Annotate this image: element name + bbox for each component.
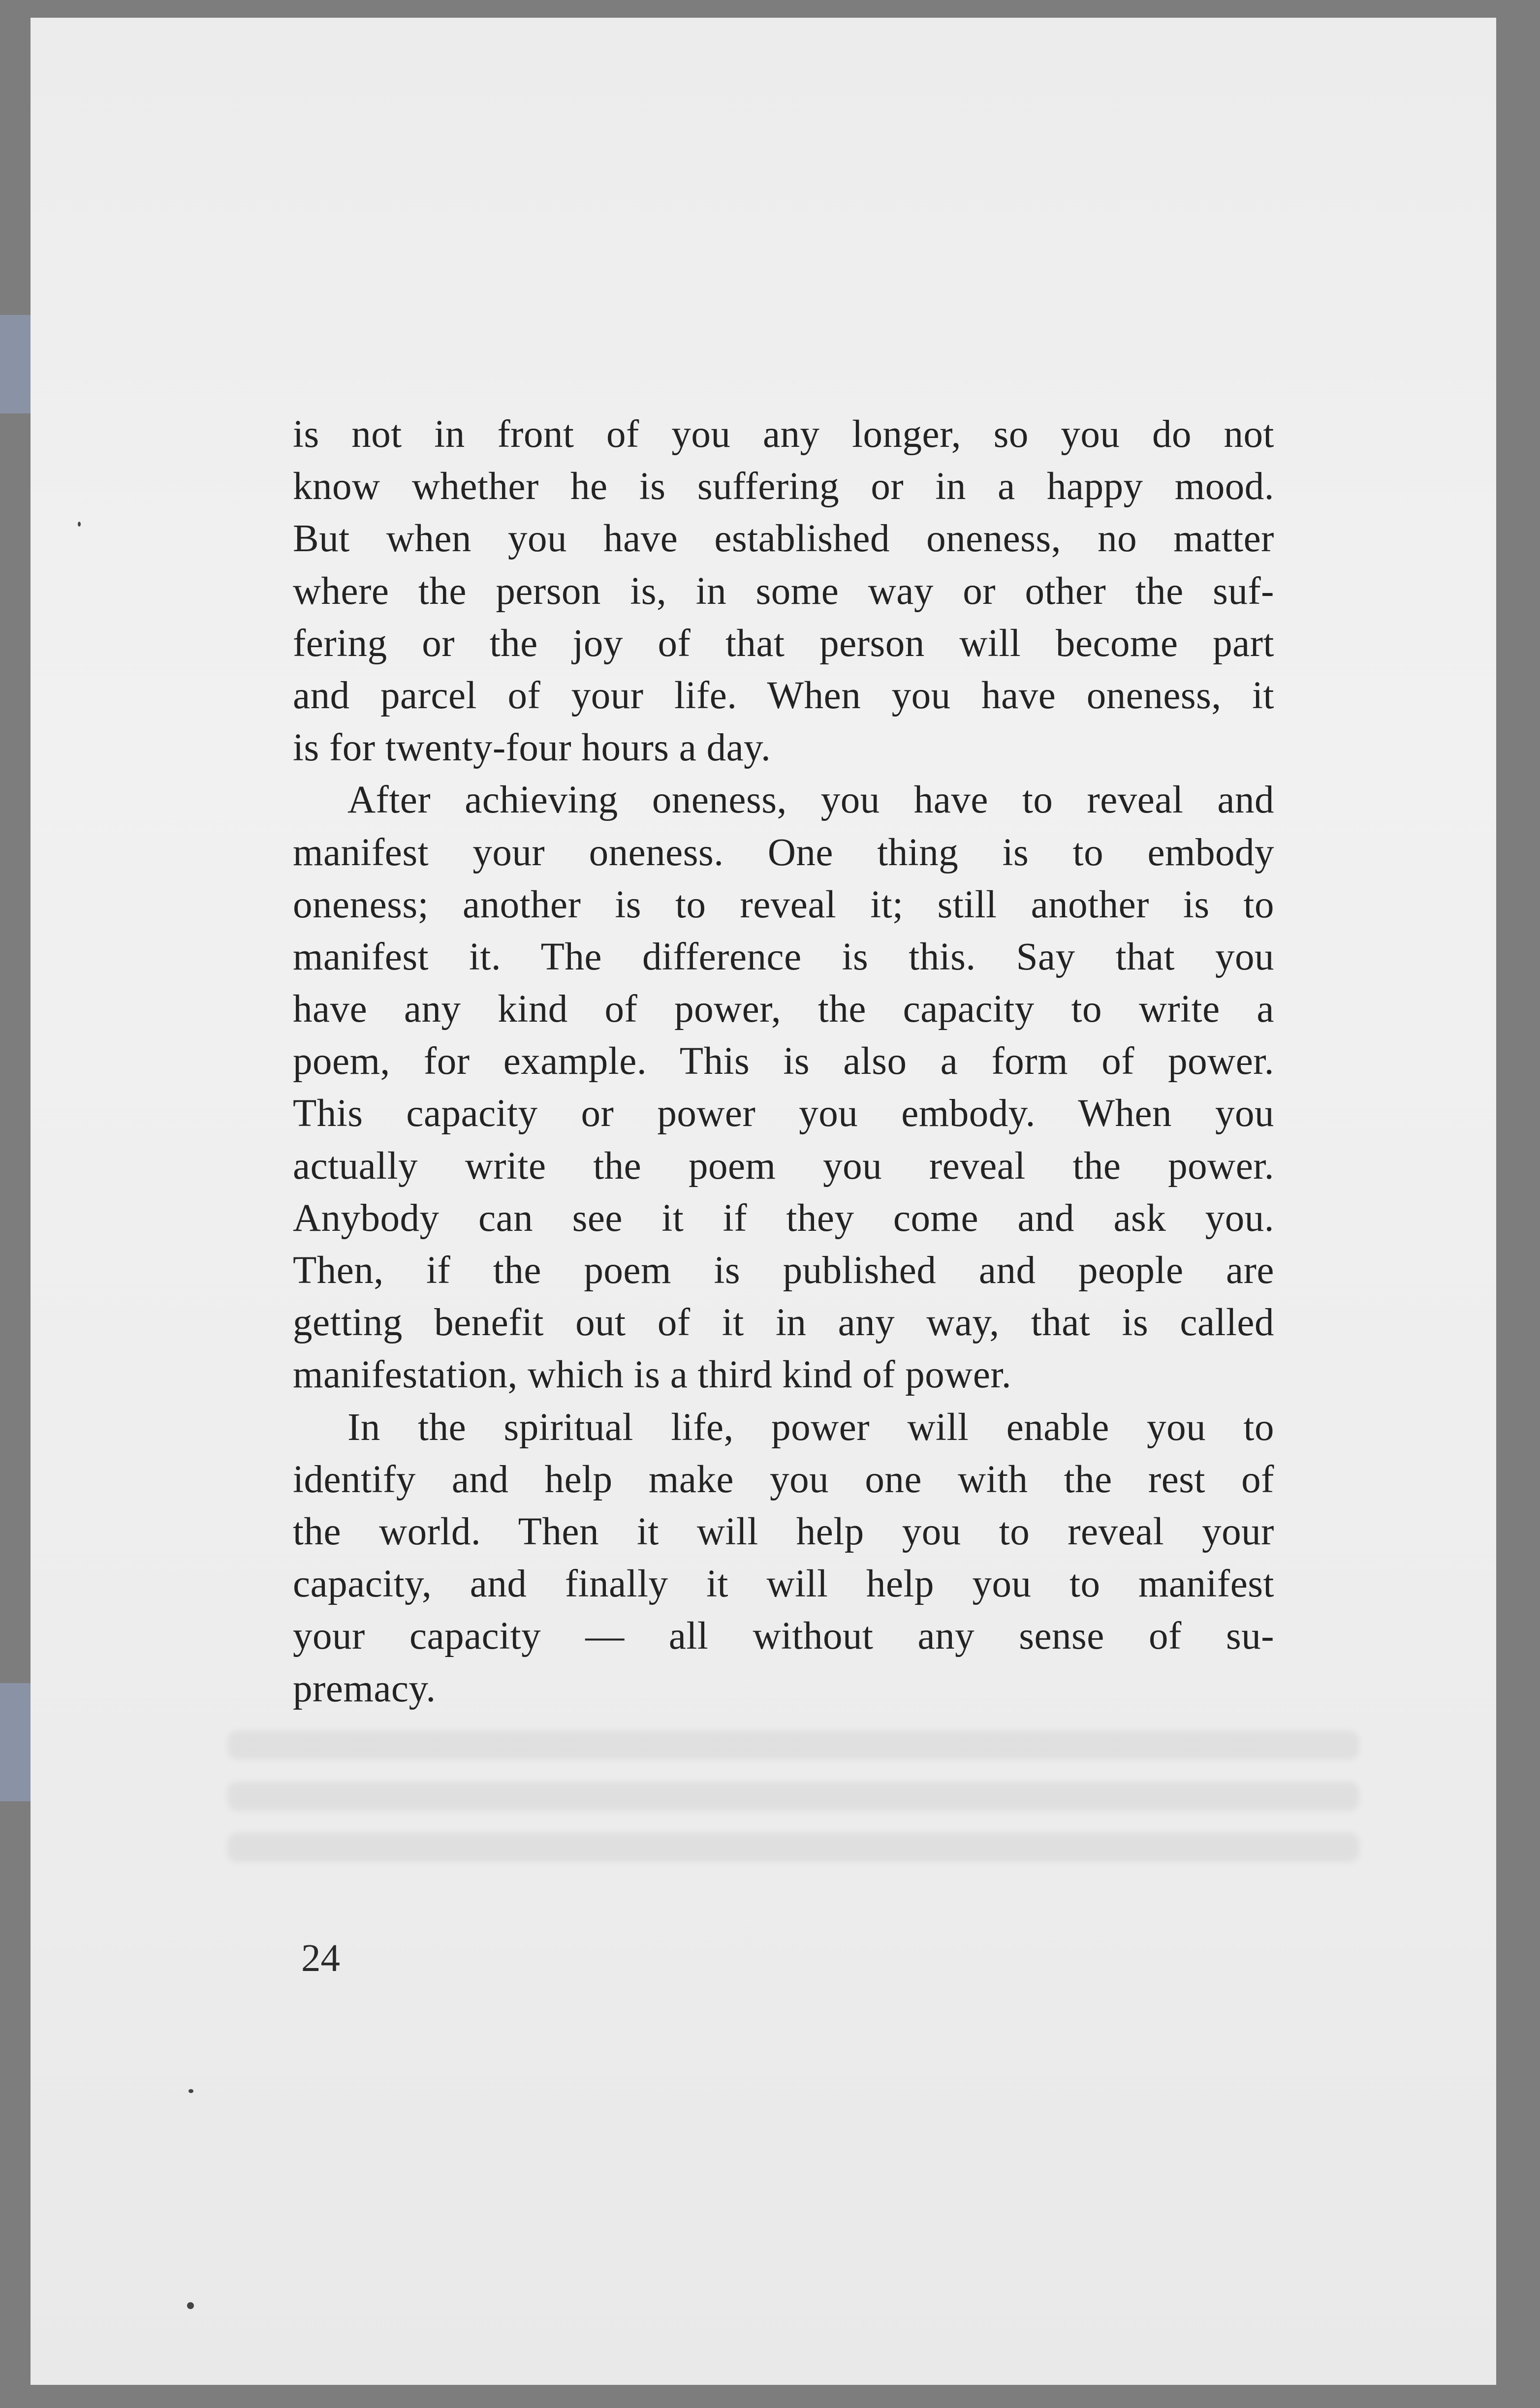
text-line: and parcel of your life. When you have oneness, it <box>293 674 1274 717</box>
text-line: is not in front of you any longer, so you do not <box>293 413 1274 456</box>
text-line: premacy. <box>293 1667 436 1710</box>
text-line: identify and help make you one with the rest of <box>293 1458 1274 1501</box>
text-line: After achieving oneness, you have to reveal and <box>347 779 1274 822</box>
text-line: Anybody can see it if they come and ask you. <box>293 1196 1274 1240</box>
text-line: know whether he is suffering or in a happy mood. <box>293 465 1274 508</box>
text-line: have any kind of power, the capacity to write a <box>293 988 1274 1031</box>
paragraph <box>293 1402 1274 1715</box>
text-line: the world. Then it will help you to reveal your <box>293 1510 1274 1553</box>
text-line: Then, if the poem is published and people are <box>293 1249 1274 1292</box>
text-line: where the person is, in some way or other the suf- <box>293 569 1274 613</box>
dust-speck <box>189 2089 193 2093</box>
show-through-from-reverse <box>227 1730 1359 1888</box>
dust-speck <box>78 522 81 527</box>
text-line: capacity, and finally it will help you to manifest <box>293 1563 1274 1606</box>
text-line: But when you have established oneness, no matter <box>293 517 1274 561</box>
text-line: manifest it. The difference is this. Say that you <box>293 935 1274 978</box>
text-line: In the spiritual life, power will enable you to <box>347 1406 1274 1449</box>
text-line: your capacity — all without any sense of su- <box>293 1615 1274 1658</box>
paragraph <box>293 774 1274 1401</box>
text-line: This capacity or power you embody. When you <box>293 1092 1274 1135</box>
text-line: is for twenty-four hours a day. <box>293 726 771 770</box>
text-line: oneness; another is to reveal it; still another is to <box>293 883 1274 926</box>
body-text <box>293 408 1274 1715</box>
text-line: poem, for example. This is also a form of power. <box>293 1040 1274 1083</box>
text-line: getting benefit out of it in any way, that is called <box>293 1301 1274 1345</box>
text-line: actually write the poem you reveal the power. <box>293 1144 1274 1188</box>
text-line: manifestation, which is a third kind of power. <box>293 1353 1012 1397</box>
page-number: 24 <box>301 1937 340 1980</box>
scan-edge-tint-bottom <box>0 1683 34 1801</box>
dust-speck <box>187 2302 194 2309</box>
text-line: fering or the joy of that person will become part <box>293 622 1274 665</box>
paragraph <box>293 408 1274 774</box>
scan-edge-tint-top <box>0 315 34 413</box>
text-line: manifest your oneness. One thing is to embody <box>293 831 1274 874</box>
